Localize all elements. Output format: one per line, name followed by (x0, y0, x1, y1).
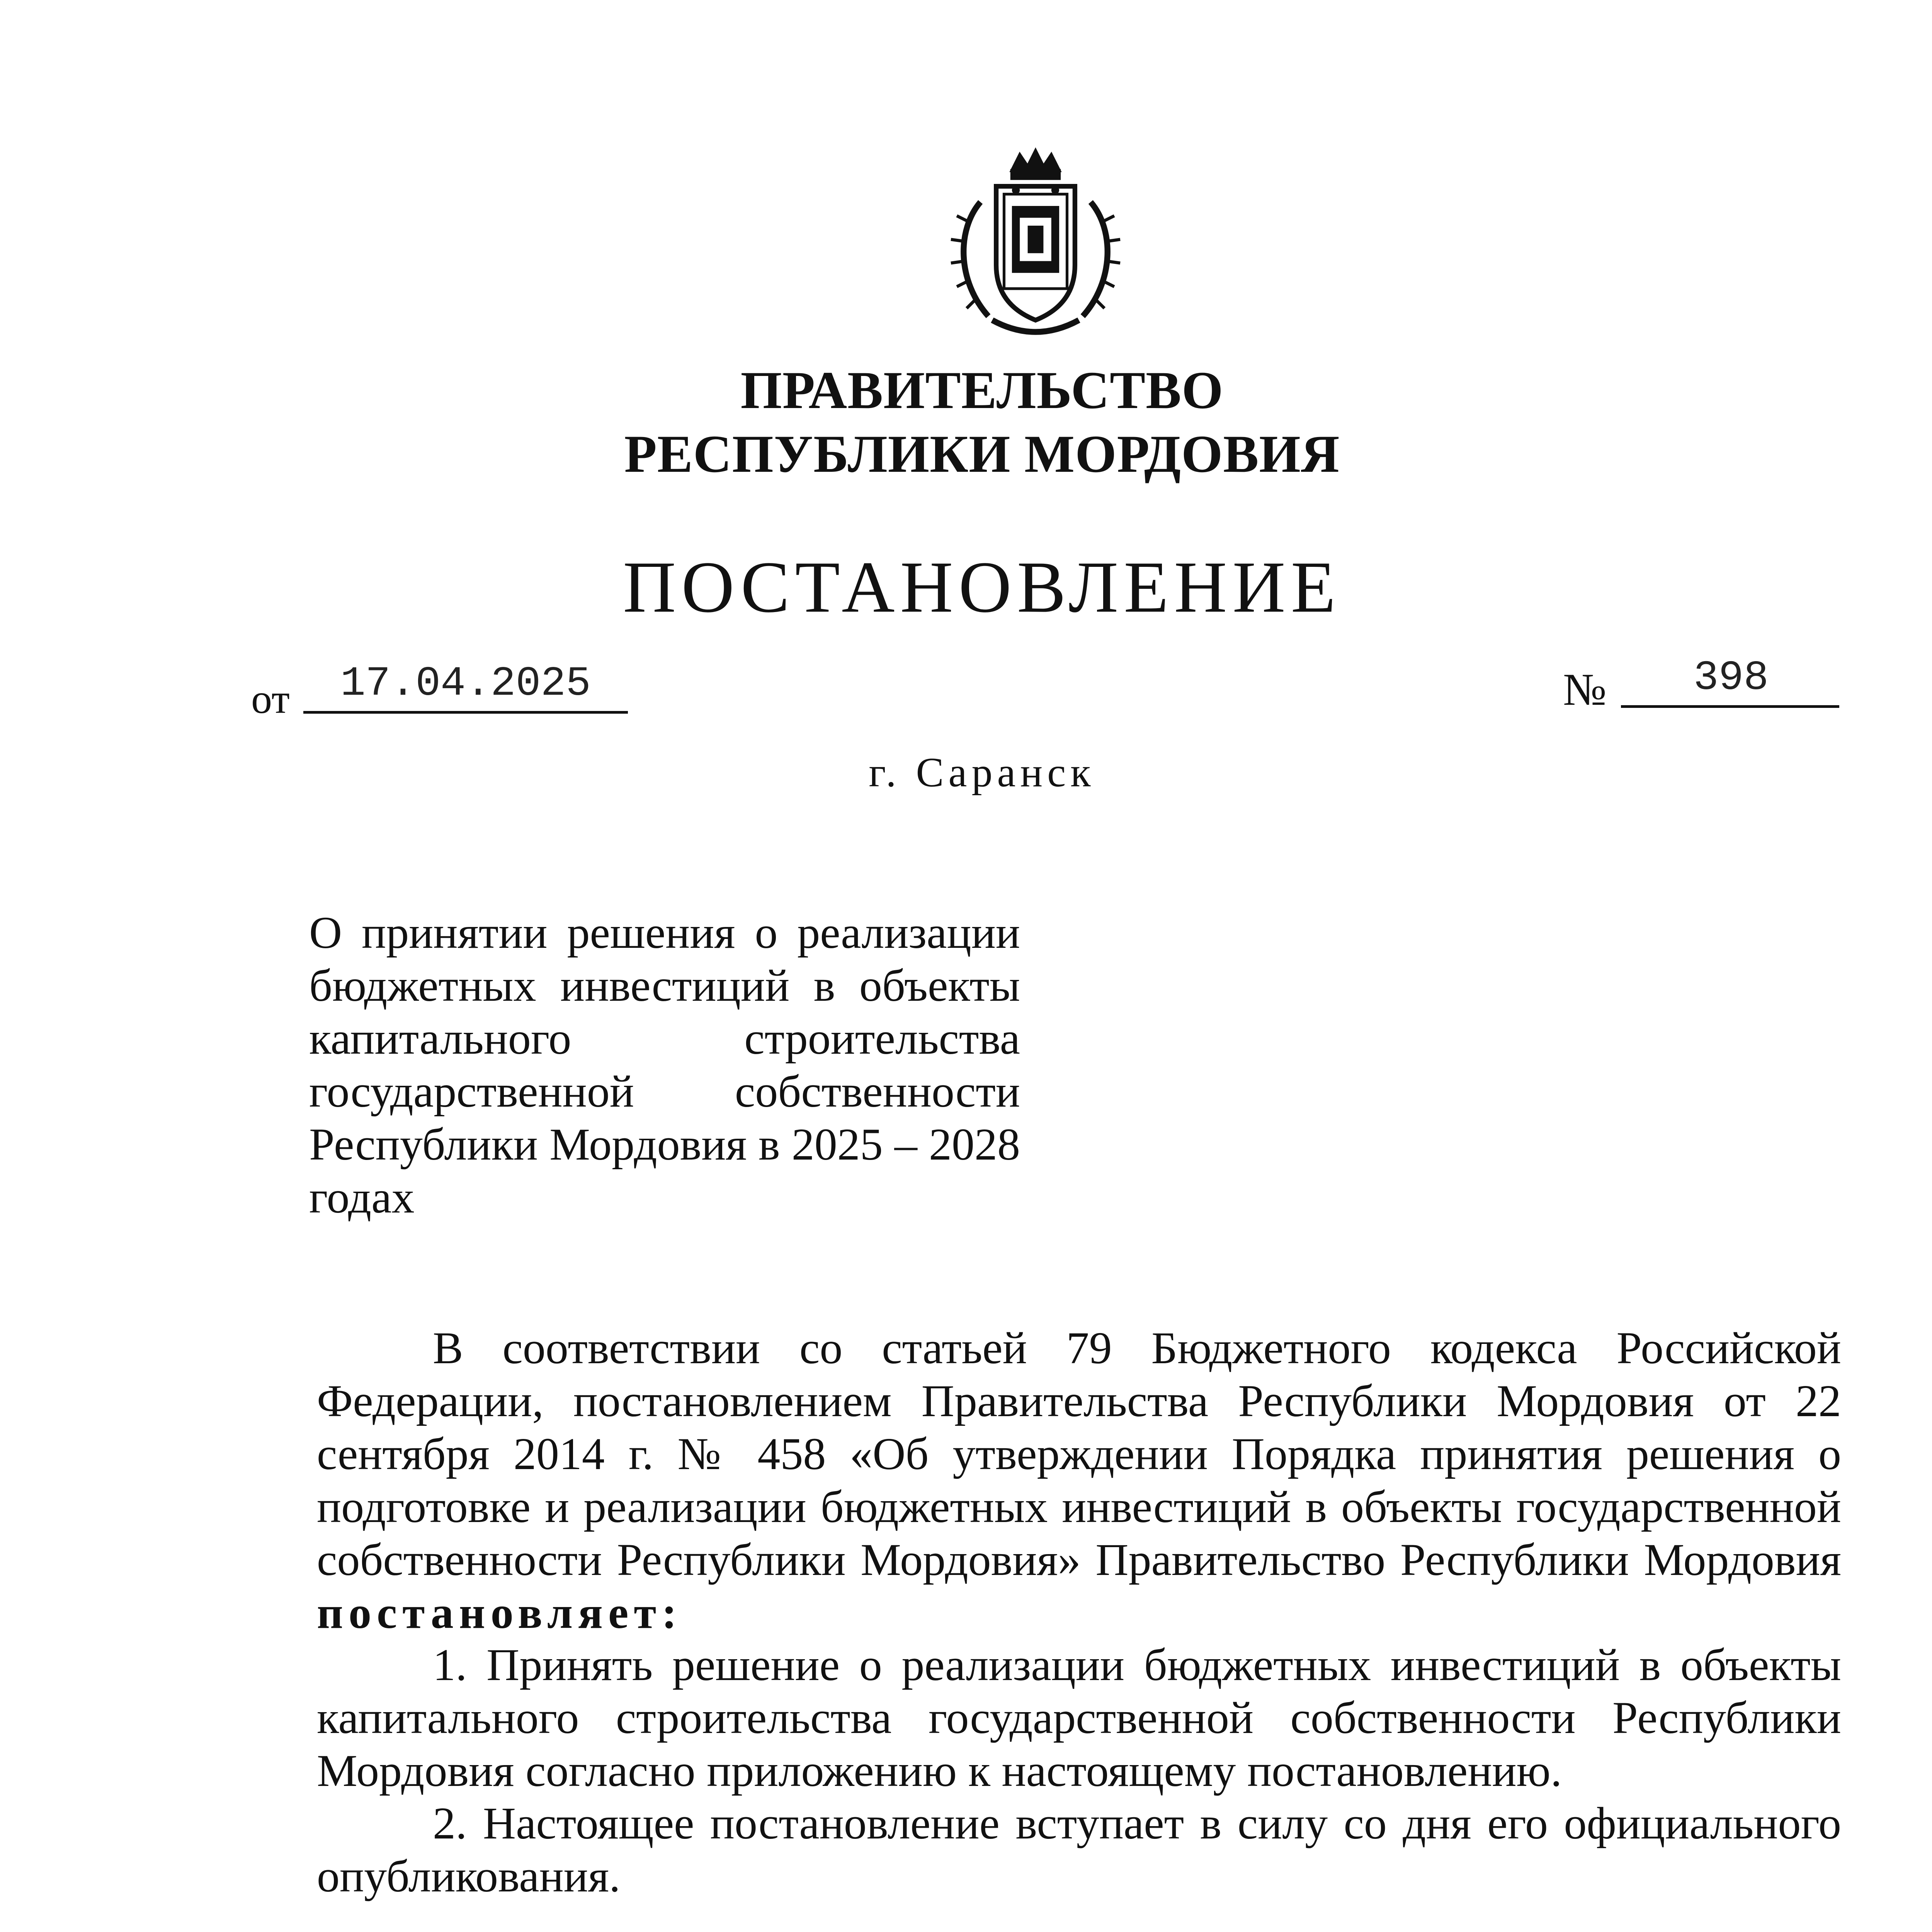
date-prefix: от (251, 676, 290, 722)
body-item-2: 2. Настоящее постановление вступает в силу со дня его официального опубликования. (317, 1798, 1841, 1901)
body-paragraph (317, 1321, 1841, 1639)
city: г. Саранск (869, 750, 1095, 796)
document-number: 398 (1693, 655, 1769, 702)
decree-colon: : (662, 1587, 682, 1638)
document-date: 17.04.2025 (340, 660, 591, 707)
body-preamble: В соответствии со статьей 79 Бюджетного кодекса Российской Федерации, постановлением Правительства Республики Мордовия от 22 сентября 2014 г. № 458 «Об утверждении Порядка принятия решения о подготовке и реализации бюджетных инвестиций в объекты государственной собственности Республики Мордовия» Правительство Республики Мордовия (317, 1323, 1841, 1585)
decree-word: постановляет (317, 1587, 662, 1638)
date-underline (303, 711, 628, 714)
coat-of-arms-icon (937, 143, 1134, 352)
document-type: ПОСТАНОВЛЕНИЕ (623, 547, 1341, 628)
document-subject: О принятии решения о реализации бюджетных инвестиций в объекты капитального строительства государственной собственности Республики Мордовия в 2025 – 2028 годах (309, 907, 1020, 1223)
number-prefix: № (1563, 664, 1607, 715)
number-underline (1621, 705, 1839, 708)
body-item-1: 1. Принять решение о реализации бюджетных инвестиций в объекты капитального строительства государственной собственности Республики Мордовия согласно приложению к настоящему постановлению. (317, 1639, 1841, 1796)
org-title-line-2: РЕСПУБЛИКИ МОРДОВИЯ (624, 424, 1340, 483)
org-title-line-1: ПРАВИТЕЛЬСТВО (740, 361, 1224, 420)
